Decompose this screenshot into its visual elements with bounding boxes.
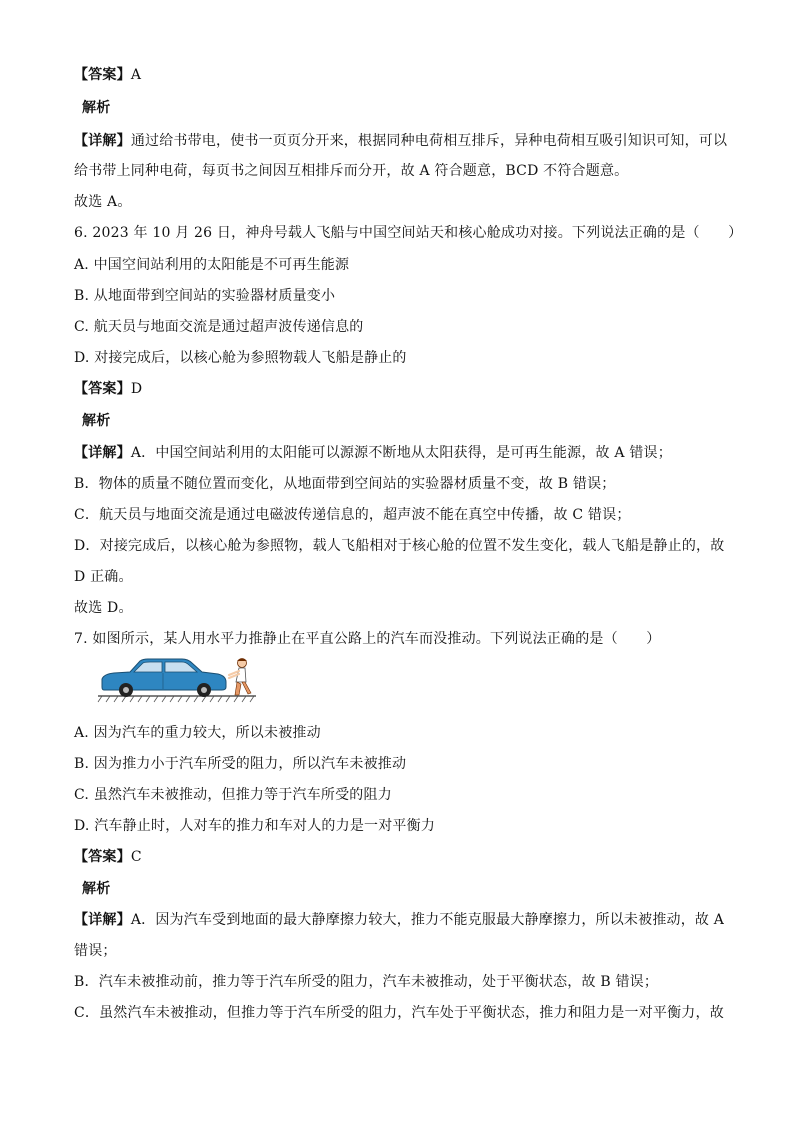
detail-text: A．中国空间站利用的太阳能可以源源不断地从太阳获得，是可再生能源，故 A 错误； [130,445,672,461]
q7-option-b: B. 因为推力小于汽车所受的阻力，所以汽车未被推动 [74,756,407,772]
q5-conclusion: 故选 A。 [74,194,132,210]
q7-detail-a1 [74,910,725,930]
answer-value: A [130,67,142,83]
q6-option-b: B. 从地面带到空间站的实验器材质量变小 [74,288,336,304]
q7-detail-b: B．汽车未被推动前，推力等于汽车所受的阻力，汽车未被推动，处于平衡状态，故 B 错误； [74,974,659,990]
answer-label: 【答案】 [74,67,131,83]
detail-label: 【详解】 [74,133,131,149]
q7-detail-a2: 错误； [74,943,117,959]
q6-detail-d2: D 正确。 [74,569,133,585]
car-push-illustration [96,655,258,705]
q6-option-a: A. 中国空间站利用的太阳能是不可再生能源 [74,257,350,273]
q7-stem: 7. 如图所示，某人用水平力推静止在平直公路上的汽车而没推动。下列说法正确的是（ ） [74,631,661,647]
q7-answer-line [74,847,714,867]
q6-detail-c: C．航天员与地面交流是通过电磁波传递信息的，超声波不能在真空中传播，故 C 错误； [74,507,631,523]
detail-text: A．因为汽车受到地面的最大静摩擦力较大，推力不能克服最大静摩擦力，所以未被推动，故 A [130,912,725,928]
detail-label: 【详解】 [74,445,131,461]
q7-analysis-label: 解析 [82,881,111,897]
q7-option-c: C. 虽然汽车未被推动，但推力等于汽车所受的阻力 [74,787,392,803]
ground-hatching [98,696,254,702]
q6-detail-b: B．物体的质量不随位置而变化，从地面带到空间站的实验器材质量不变，故 B 错误； [74,476,616,492]
q6-conclusion: 故选 D。 [74,600,133,616]
q6-option-c: C. 航天员与地面交流是通过超声波传递信息的 [74,319,364,335]
detail-label: 【详解】 [74,912,131,928]
detail-text: 通过给书带电，使书一页页分开来，根据同种电荷相互排斥，异种电荷相互吸引知识可知，可以 [130,133,728,149]
q5-analysis-label: 解析 [82,100,111,116]
q7-option-d: D. 汽车静止时，人对车的推力和车对人的力是一对平衡力 [74,818,436,834]
person-pushing [229,659,251,696]
q6-option-d: D. 对接完成后，以核心舱为参照物载人飞船是静止的 [74,350,407,366]
q6-detail-d1: D．对接完成后，以核心舱为参照物，载人飞船相对于核心舱的位置不发生变化，载人飞船是静止的，故 [74,538,725,554]
q6-detail-a [74,443,714,463]
q5-answer-line [74,65,714,85]
q5-detail-line2: 给书带上同种电荷，每页书之间因互相排斥而分开，故 A 符合题意，BCD 不符合题意。 [74,163,629,179]
answer-label: 【答案】 [74,849,131,865]
answer-label: 【答案】 [74,381,131,397]
answer-value: C [130,849,142,865]
q6-analysis-label: 解析 [82,413,111,429]
q7-detail-c: C．虽然汽车未被推动，但推力等于汽车所受的阻力，汽车处于平衡状态，推力和阻力是一对平衡力，故 [74,1005,724,1021]
q7-option-a: A. 因为汽车的重力较大，所以未被推动 [74,725,321,741]
q5-detail-line1 [74,131,728,151]
answer-value: D [130,381,143,397]
q6-answer-line [74,379,714,399]
q6-stem: 6. 2023 年 10 月 26 日，神舟号载人飞船与中国空间站天和核心舱成功对接。下列说法正确的是（ ） [74,225,743,241]
